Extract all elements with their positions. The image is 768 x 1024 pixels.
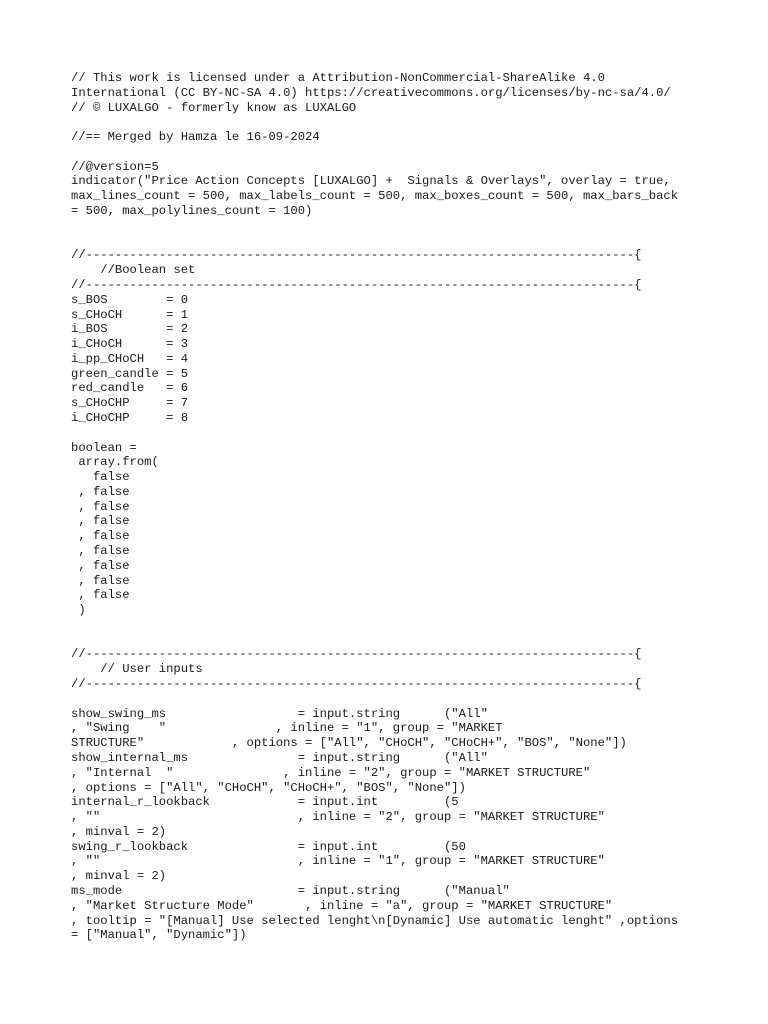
code-line: red_candle = 6 bbox=[71, 381, 189, 396]
code-line: ) bbox=[71, 603, 86, 618]
code-line: max_lines_count = 500, max_labels_count = 500, max_boxes_count = 500, max_bars_back bbox=[71, 189, 679, 204]
code-line: , false bbox=[71, 573, 130, 588]
code-line: i_BOS = 2 bbox=[71, 322, 189, 337]
code-line: i_CHoCH = 3 bbox=[71, 337, 189, 352]
code-line: , false bbox=[71, 484, 130, 499]
code-line: , false bbox=[71, 588, 130, 603]
code-line: , tooltip = "[Manual] Use selected lenght\n[Dynamic] Use automatic lenght" ,options bbox=[71, 913, 679, 928]
code-line bbox=[71, 633, 78, 647]
code-line: //---------------------------------------------------------------------------{ bbox=[71, 677, 642, 692]
code-line: show_swing_ms = input.string ("All" bbox=[71, 706, 488, 721]
code-line: false bbox=[71, 470, 130, 485]
code-line bbox=[71, 618, 78, 632]
code-line bbox=[71, 115, 78, 129]
code-line: //---------------------------------------------------------------------------{ bbox=[71, 647, 642, 662]
code-line: indicator("Price Action Concepts [LUXALGO] + Signals & Overlays", overlay = true, bbox=[71, 174, 671, 189]
code-line: , minval = 2) bbox=[71, 869, 167, 884]
code-line: , "" , inline = "1", group = "MARKET STRUCTURE" bbox=[71, 854, 605, 869]
code-line: s_BOS = 0 bbox=[71, 292, 189, 307]
code-line: , "Market Structure Mode" , inline = "a", group = "MARKET STRUCTURE" bbox=[71, 898, 613, 913]
code-line: green_candle = 5 bbox=[71, 366, 189, 381]
code-line: //== Merged by Hamza le 16-09-2024 bbox=[71, 130, 320, 145]
code-line: , false bbox=[71, 529, 130, 544]
code-line: STRUCTURE" , options = ["All", "CHoCH", "CHoCH+", "BOS", "None"]) bbox=[71, 736, 627, 751]
code-line: show_internal_ms = input.string ("All" bbox=[71, 750, 488, 765]
code-line: // © LUXALGO - formerly know as LUXALGO bbox=[71, 100, 357, 115]
code-line: s_CHoCHP = 7 bbox=[71, 396, 189, 411]
code-line: , "Swing " , inline = "1", group = "MARKET bbox=[71, 721, 503, 736]
code-line: // User inputs bbox=[71, 662, 203, 677]
code-line: , false bbox=[71, 499, 130, 514]
code-line: boolean = bbox=[71, 440, 137, 455]
code-line: , false bbox=[71, 558, 130, 573]
code-line: , options = ["All", "CHoCH", "CHoCH+", "BOS", "None"]) bbox=[71, 780, 466, 795]
code-line: //---------------------------------------------------------------------------{ bbox=[71, 277, 642, 292]
code-line: i_CHoCHP = 8 bbox=[71, 410, 189, 425]
code-line: = 500, max_polylines_count = 100) bbox=[71, 204, 313, 219]
code-line: International (CC BY-NC-SA 4.0) https://creativecommons.org/licenses/by-nc-sa/4.0/ bbox=[71, 85, 671, 100]
code-line: //@version=5 bbox=[71, 159, 159, 174]
code-line: , false bbox=[71, 544, 130, 558]
code-line: swing_r_lookback = input.int (50 bbox=[71, 839, 466, 854]
code-line: = ["Manual", "Dynamic"]) bbox=[71, 928, 247, 943]
code-line bbox=[71, 234, 78, 248]
code-line: s_CHoCH = 1 bbox=[71, 307, 189, 322]
code-line: i_pp_CHoCH = 4 bbox=[71, 351, 189, 366]
code-line: array.from( bbox=[71, 455, 159, 470]
code-line: internal_r_lookback = input.int (5 bbox=[71, 795, 459, 810]
code-line bbox=[71, 426, 78, 440]
code-line: //---------------------------------------------------------------------------{ bbox=[71, 248, 642, 263]
code-line bbox=[71, 145, 78, 159]
code-listing bbox=[71, 71, 678, 943]
code-line: , "Internal " , inline = "2", group = "MARKET STRUCTURE" bbox=[71, 765, 591, 780]
code-line: , false bbox=[71, 514, 130, 529]
code-line bbox=[71, 219, 78, 233]
code-line bbox=[71, 692, 78, 706]
code-line: // This work is licensed under a Attribution-NonCommercial-ShareAlike 4.0 bbox=[71, 71, 605, 85]
code-line: , "" , inline = "2", group = "MARKET STRUCTURE" bbox=[71, 810, 605, 825]
code-line: ms_mode = input.string ("Manual" bbox=[71, 883, 510, 898]
code-line: , minval = 2) bbox=[71, 824, 167, 839]
code-line: //Boolean set bbox=[71, 263, 196, 278]
